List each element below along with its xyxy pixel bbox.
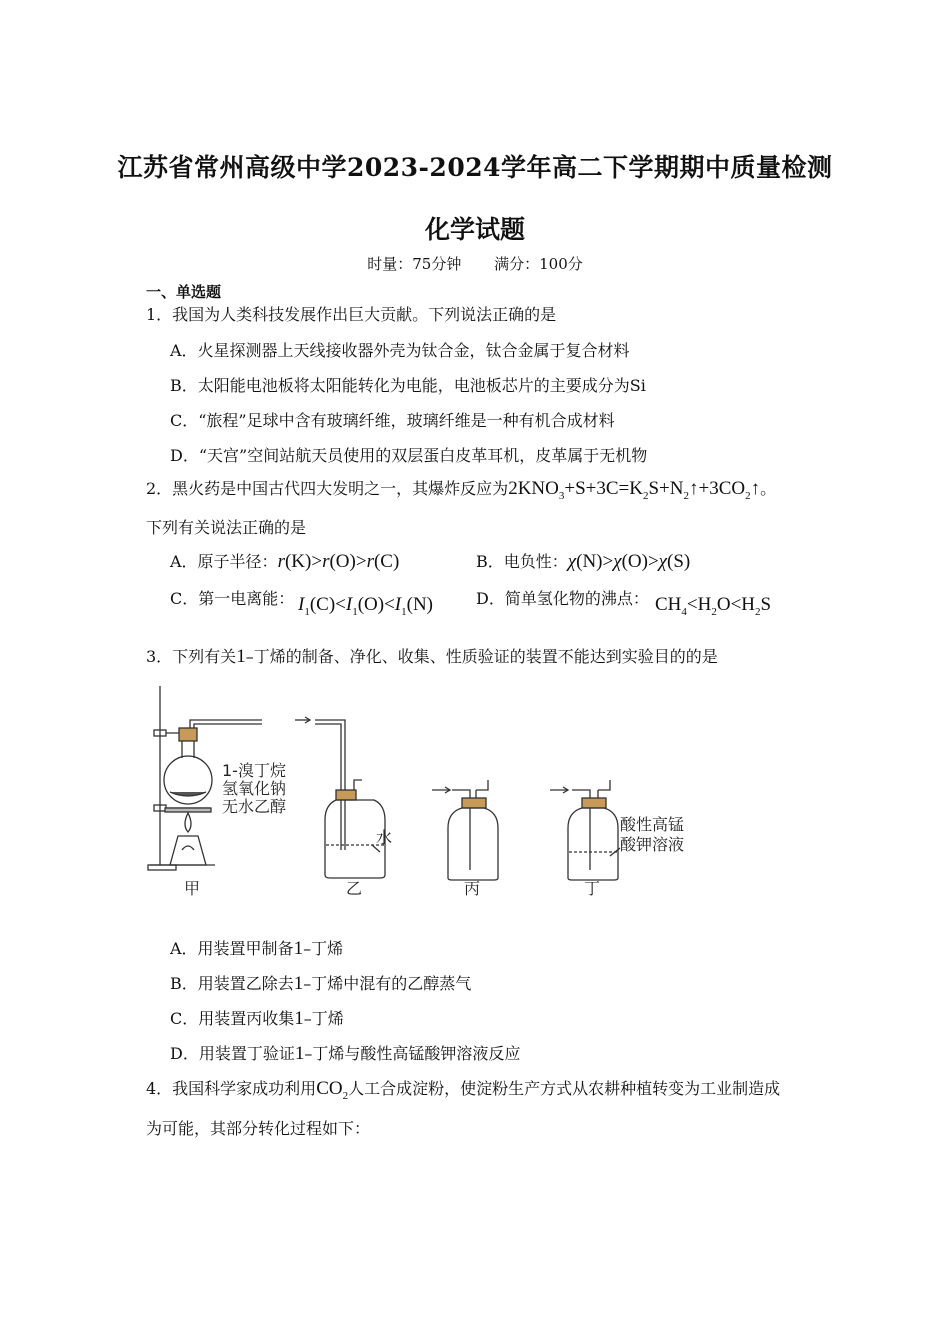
exam-score: 满分：100分 [494, 255, 583, 273]
kmno4-label-1: 酸性高锰 [620, 815, 685, 834]
q1-option-a: A．火星探测器上天线接收器外壳为钛合金，钛合金属于复合材料 [170, 341, 630, 360]
exam-meta [0, 253, 950, 274]
flask-stopper [179, 728, 197, 741]
exam-subtitle: 化学试题 [424, 215, 525, 244]
q2-option-b: B．电负性：χ(N)>χ(O)>χ(S) [476, 551, 691, 572]
apparatus-bing-label: 丙 [464, 879, 481, 898]
exam-title: 江苏省常州高级中学2023-2024学年高二下学期期中质量检测 [117, 153, 833, 182]
q1-option-d: D．“天宫”空间站航天员使用的双层蛋白皮革耳机，皮革属于无机物 [170, 446, 648, 465]
q4-stem: 4．我国科学家成功利用$CO_2$人工合成淀粉，使淀粉生产方式从农耕种植转变为工业制造成 [146, 1078, 781, 1102]
q4-stem-line2: 为可能，其部分转化过程如下： [146, 1119, 371, 1138]
bottle-yi-stopper [336, 790, 356, 800]
q2-option-d: D．简单氢化物的沸点： [476, 589, 649, 608]
alcohol-lamp [170, 836, 206, 865]
flame [185, 813, 191, 832]
q3-stem: 3．下列有关1–丁烯的制备、净化、收集、性质验证的装置不能达到实验目的的是 [146, 646, 718, 667]
q3-option-c: C．用装置丙收集1–丁烯 [170, 1008, 344, 1029]
q2-option-d-formula: $CH_4<H_2O<H_2S$ [655, 594, 772, 618]
q2-option-a: A．原子半径：r(K)>r(O)>r(C) [170, 551, 400, 572]
bottle-bing-stopper [462, 798, 486, 808]
q3-option-a: A．用装置甲制备1–丁烯 [170, 938, 344, 959]
flask-label-3: 无水乙醇 [222, 797, 287, 816]
q1-option-c: C．“旅程”足球中含有玻璃纤维，玻璃纤维是一种有机合成材料 [170, 411, 615, 430]
q2-stem: 2．黑火药是中国古代四大发明之一，其爆炸反应为$2KNO_3+S+3C=K_2S+N_2↑+3CO_2↑$。 [146, 478, 777, 502]
q2-option-c: C．第一电离能： [170, 589, 295, 608]
section-heading: 一、单选题 [146, 283, 222, 301]
apparatus-ding-label: 丁 [584, 879, 601, 898]
water-label: 水 [376, 828, 393, 847]
q3-option-d: D．用装置丁验证1–丁烯与酸性高锰酸钾溶液反应 [170, 1043, 521, 1064]
exam-time: 时量：75分钟 [367, 255, 462, 273]
flask-label-1: 1-溴丁烷 [222, 761, 286, 780]
stand-base [148, 865, 176, 870]
round-bottom-flask [164, 756, 212, 804]
q1-stem: 1．我国为人类科技发展作出巨大贡献。下列说法正确的是 [146, 305, 557, 324]
flask-contents [170, 792, 206, 796]
q3-option-b: B．用装置乙除去1–丁烯中混有的乙醇蒸气 [170, 973, 472, 994]
kmno4-label-2: 酸钾溶液 [620, 835, 685, 854]
bottle-bing [448, 808, 498, 880]
q2-equation: $2KNO_3+S+3C=K_2S+N_2↑+3CO_2↑$ [508, 478, 761, 502]
flask-label-2: 氢氧化钠 [222, 779, 287, 798]
q3-apparatus-figure [140, 680, 720, 905]
q2-option-c-formula: $I_1(C)<I_1(O)<I_1(N)$ [298, 594, 434, 618]
q2-stem-line2: 下列有关说法正确的是 [146, 518, 307, 537]
bottle-ding [568, 808, 618, 880]
q1-option-b: B．太阳能电池板将太阳能转化为电能，电池板芯片的主要成分为Si [170, 376, 646, 395]
apparatus-yi-label: 乙 [346, 879, 363, 898]
apparatus-jia-label: 甲 [184, 879, 201, 898]
bottle-ding-stopper [582, 798, 606, 808]
